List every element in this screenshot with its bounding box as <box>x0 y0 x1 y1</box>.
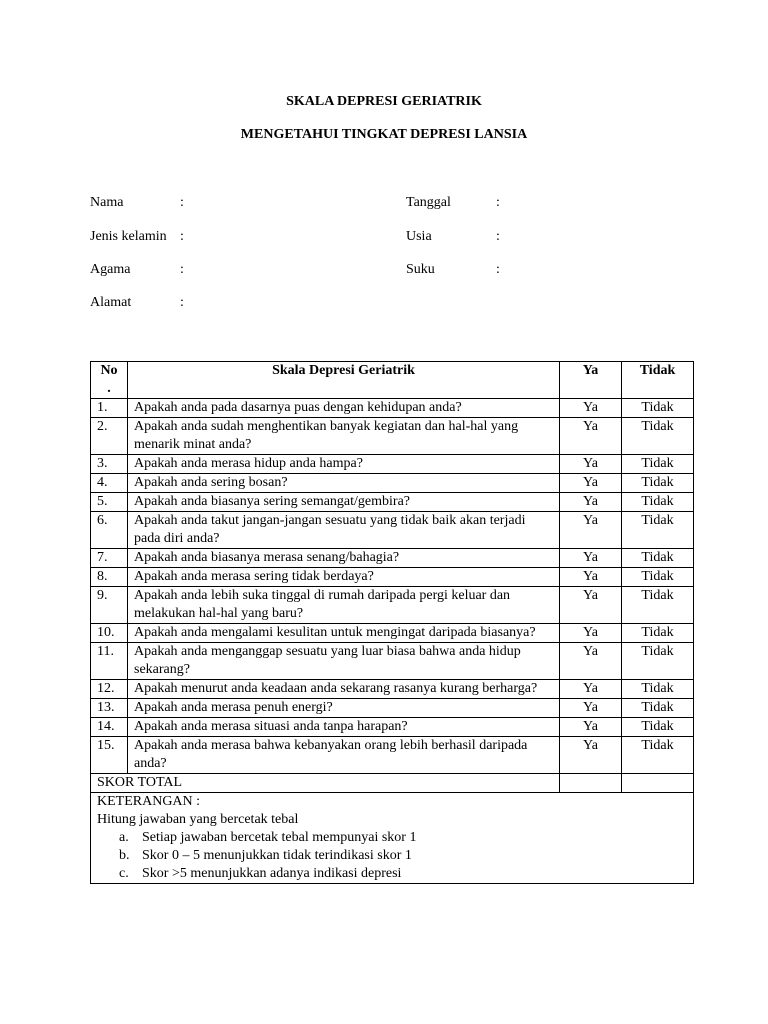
table-row <box>91 718 694 737</box>
question-text: Apakah anda merasa sering tidak berdaya? <box>128 568 560 587</box>
table-row <box>91 512 694 549</box>
question-text: Apakah anda biasanya sering semangat/gembira? <box>128 493 560 512</box>
question-text: Apakah anda merasa bahwa kebanyakan orang lebih berhasil daripada anda? <box>128 737 560 774</box>
answer-tidak: Tidak <box>622 549 694 568</box>
field-label-tanggal: Tanggal <box>406 195 451 210</box>
answer-ya: Ya <box>560 568 622 587</box>
document-subtitle: MENGETAHUI TINGKAT DEPRESI LANSIA <box>240 127 528 142</box>
question-text: Apakah anda sering bosan? <box>128 474 560 493</box>
question-number: 14. <box>91 718 128 737</box>
question-text: Apakah menurut anda keadaan anda sekarang rasanya kurang berharga? <box>128 680 560 699</box>
answer-tidak: Tidak <box>622 624 694 643</box>
question-text: Apakah anda merasa situasi anda tanpa harapan? <box>128 718 560 737</box>
header-scale: Skala Depresi Geriatrik <box>128 362 560 399</box>
table-row <box>91 418 694 455</box>
field-label-suku: Suku <box>406 262 435 277</box>
header-no-label: No <box>100 363 118 378</box>
header-no-dot: . <box>107 381 111 396</box>
answer-ya: Ya <box>560 493 622 512</box>
question-number: 11. <box>91 643 128 680</box>
answer-tidak: Tidak <box>622 718 694 737</box>
answer-tidak: Tidak <box>622 455 694 474</box>
field-colon: : <box>180 229 184 244</box>
question-number: 6. <box>91 512 128 549</box>
question-number: 7. <box>91 549 128 568</box>
keterangan-heading: KETERANGAN : <box>97 794 201 809</box>
question-number: 9. <box>91 587 128 624</box>
document-title: SKALA DEPRESI GERIATRIK <box>286 94 482 109</box>
table-row <box>91 737 694 774</box>
field-colon: : <box>180 195 184 210</box>
skor-total-row <box>91 774 694 793</box>
question-text: Apakah anda sudah menghentikan banyak kegiatan dan hal-hal yang menarik minat anda? <box>128 418 560 455</box>
field-colon: : <box>496 262 500 277</box>
keterangan-row <box>91 793 694 884</box>
field-label-alamat: Alamat <box>90 295 132 310</box>
answer-ya: Ya <box>560 399 622 418</box>
list-marker: a. <box>119 830 129 845</box>
header-tidak: Tidak <box>622 362 694 399</box>
list-marker: b. <box>119 848 130 863</box>
answer-tidak: Tidak <box>622 587 694 624</box>
keterangan-item <box>119 847 687 865</box>
gds-table <box>90 361 694 884</box>
field-colon: : <box>496 229 500 244</box>
table-row <box>91 680 694 699</box>
answer-tidak: Tidak <box>622 474 694 493</box>
question-text: Apakah anda biasanya merasa senang/bahagia? <box>128 549 560 568</box>
keterangan-item-text: Skor 0 – 5 menunjukkan tidak terindikasi skor 1 <box>142 848 412 863</box>
question-number: 5. <box>91 493 128 512</box>
skor-total-ya-cell <box>560 774 622 793</box>
table-row <box>91 587 694 624</box>
question-text: Apakah anda lebih suka tinggal di rumah daripada pergi keluar dan melakukan hal-hal yang baru? <box>128 587 560 624</box>
keterangan-item-text: Setiap jawaban bercetak tebal mempunyai skor 1 <box>142 830 417 845</box>
answer-ya: Ya <box>560 718 622 737</box>
answer-tidak: Tidak <box>622 512 694 549</box>
question-number: 8. <box>91 568 128 587</box>
answer-ya: Ya <box>560 737 622 774</box>
list-marker: c. <box>119 866 129 881</box>
answer-tidak: Tidak <box>622 418 694 455</box>
table-body <box>91 399 694 774</box>
skor-total-label: SKOR TOTAL <box>91 774 560 793</box>
answer-ya: Ya <box>560 512 622 549</box>
field-colon: : <box>180 295 184 310</box>
table-row <box>91 493 694 512</box>
table-header-row <box>91 362 694 399</box>
answer-ya: Ya <box>560 455 622 474</box>
field-label-usia: Usia <box>406 229 432 244</box>
table-row <box>91 643 694 680</box>
field-label-agama: Agama <box>90 262 131 277</box>
question-text: Apakah anda merasa penuh energi? <box>128 699 560 718</box>
question-text: Apakah anda menganggap sesuatu yang luar biasa bahwa anda hidup sekarang? <box>128 643 560 680</box>
header-ya: Ya <box>560 362 622 399</box>
answer-ya: Ya <box>560 474 622 493</box>
skor-total-tidak-cell <box>622 774 694 793</box>
question-text: Apakah anda pada dasarnya puas dengan kehidupan anda? <box>128 399 560 418</box>
question-number: 3. <box>91 455 128 474</box>
table-row <box>91 624 694 643</box>
table-row <box>91 455 694 474</box>
field-colon: : <box>180 262 184 277</box>
table-row <box>91 474 694 493</box>
keterangan-item-text: Skor >5 menunjukkan adanya indikasi depresi <box>142 866 402 881</box>
question-text: Apakah anda takut jangan-jangan sesuatu yang tidak baik akan terjadi pada diri anda? <box>128 512 560 549</box>
keterangan-item <box>119 865 687 883</box>
answer-ya: Ya <box>560 549 622 568</box>
answer-tidak: Tidak <box>622 643 694 680</box>
header-no <box>91 362 128 399</box>
question-number: 4. <box>91 474 128 493</box>
answer-ya: Ya <box>560 418 622 455</box>
question-number: 10. <box>91 624 128 643</box>
question-text: Apakah anda mengalami kesulitan untuk mengingat daripada biasanya? <box>128 624 560 643</box>
answer-tidak: Tidak <box>622 568 694 587</box>
question-number: 12. <box>91 680 128 699</box>
keterangan-cell <box>91 793 694 884</box>
answer-ya: Ya <box>560 643 622 680</box>
field-colon: : <box>496 195 500 210</box>
question-number: 13. <box>91 699 128 718</box>
keterangan-list <box>119 829 687 883</box>
answer-ya: Ya <box>560 587 622 624</box>
table-row <box>91 399 694 418</box>
table-row <box>91 568 694 587</box>
question-number: 1. <box>91 399 128 418</box>
answer-tidak: Tidak <box>622 737 694 774</box>
field-label-jenis-kelamin: Jenis kelamin <box>90 229 167 244</box>
field-label-nama: Nama <box>90 195 124 210</box>
answer-ya: Ya <box>560 699 622 718</box>
question-number: 15. <box>91 737 128 774</box>
answer-tidak: Tidak <box>622 399 694 418</box>
answer-ya: Ya <box>560 680 622 699</box>
table-row <box>91 699 694 718</box>
answer-tidak: Tidak <box>622 493 694 512</box>
question-text: Apakah anda merasa hidup anda hampa? <box>128 455 560 474</box>
keterangan-intro: Hitung jawaban yang bercetak tebal <box>97 812 299 827</box>
table-row <box>91 549 694 568</box>
answer-ya: Ya <box>560 624 622 643</box>
question-number: 2. <box>91 418 128 455</box>
answer-tidak: Tidak <box>622 699 694 718</box>
keterangan-item <box>119 829 687 847</box>
answer-tidak: Tidak <box>622 680 694 699</box>
